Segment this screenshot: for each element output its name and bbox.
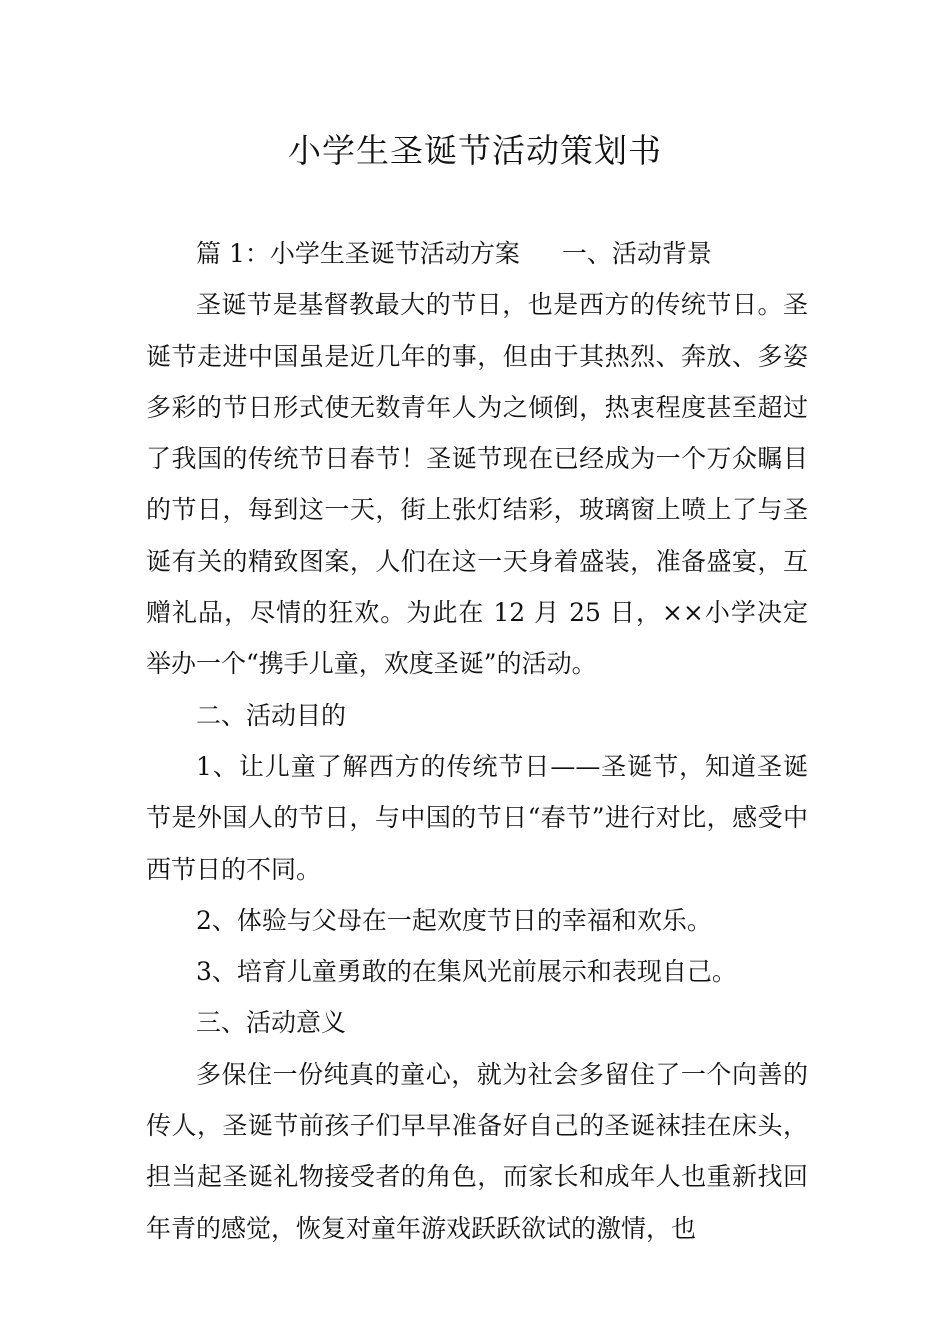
section-heading-background: 一、活动背景: [561, 239, 712, 268]
paragraph-background: 圣诞节是基督教最大的节日，也是西方的传统节日。圣诞节走进中国虽是近几年的事，但由于其热烈、奔放、多姿多彩的节日形式使无数青年人为之倾倒，热衷程度甚至超过了我国的传统节日春节！圣诞节现在已经成为一个万众瞩目的节日，每到这一天，街上张灯结彩，玻璃窗上喷上了与圣诞有关的精致图案，人们在这一天身着盛装，准备盛宴，互赠礼品，尽情的狂欢。为此在 12 月 25 日，××小学决定举办一个“携手儿童，欢度圣诞”的活动。: [146, 290, 808, 679]
document-title: 小学生圣诞节活动策划书: [288, 131, 662, 170]
section-heading-purpose: 二、活动目的: [196, 700, 347, 730]
section-heading-significance: 三、活动意义: [196, 1008, 347, 1038]
purpose-item-2: 2、体验与父母在一起欢度节日的幸福和欢乐。: [196, 905, 712, 935]
purpose-item-1: 1、让儿童了解西方的传统节日——圣诞节，知道圣诞节是外国人的节日，与中国的节日“春节”进行对比，感受中西节日的不同。: [146, 751, 808, 884]
document-body: [146, 228, 808, 1254]
intro-line: [146, 228, 808, 279]
purpose-item-3: 3、培育儿童勇敢的在集风光前展示和表现自己。: [196, 957, 737, 987]
part-label: 篇 1：小学生圣诞节活动方案: [196, 239, 520, 268]
paragraph-significance: 多保住一份纯真的童心，就为社会多留住了一个向善的传人，圣诞节前孩子们早早准备好自己的圣诞袜挂在床头，担当起圣诞礼物接受者的角色，而家长和成年人也重新找回年青的感觉，恢复对童年游戏跃跃欲试的激情，也: [146, 1059, 808, 1243]
